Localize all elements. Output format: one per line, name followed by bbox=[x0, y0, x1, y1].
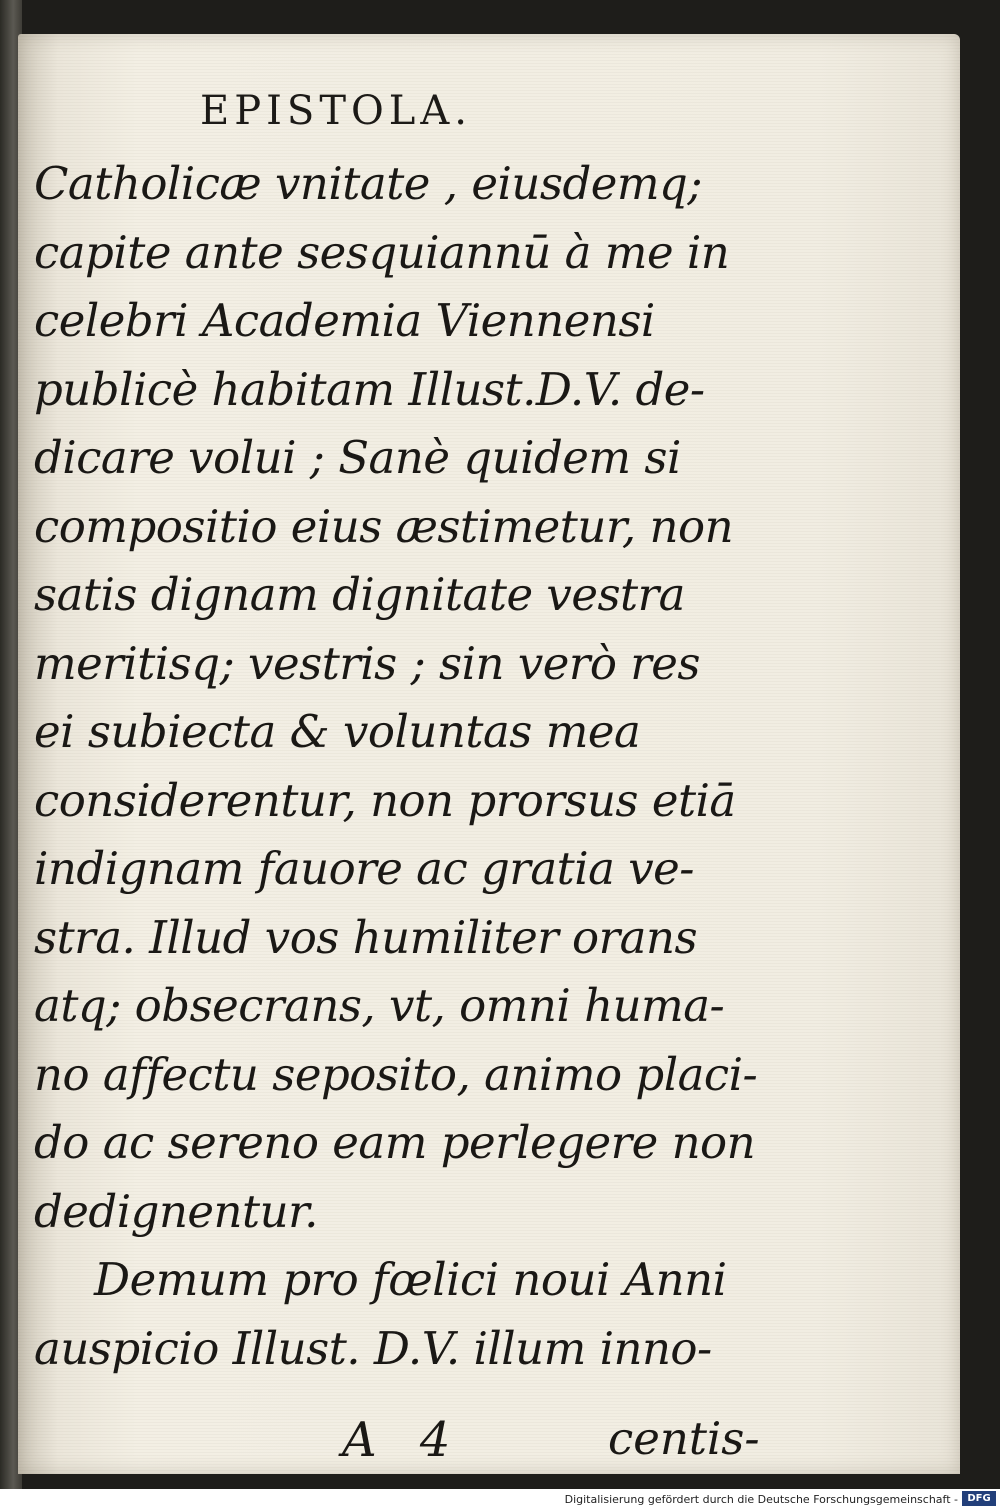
text-line: indignam fauore ac gratia ve- bbox=[34, 842, 695, 895]
text-line: ei subiecta & voluntas mea bbox=[34, 705, 641, 758]
text-line: meritisq; vestris ; sin verò res bbox=[34, 636, 701, 690]
signature-mark: A 4 bbox=[342, 1412, 465, 1468]
text-line: dicare volui ; Sanè quidem si bbox=[34, 431, 681, 484]
funding-credit: Digitalisierung gefördert durch die Deutsche Forschungsgemeinschaft - bbox=[564, 1493, 958, 1506]
text-line: publicè habitam Illust.D.V. de- bbox=[34, 362, 705, 416]
text-line: do ac sereno eam perlegere non bbox=[34, 1116, 756, 1169]
text-line: considerentur, non prorsus etiā bbox=[34, 773, 736, 827]
page-body-text bbox=[34, 150, 774, 1383]
text-line: Demum pro fœlici noui Anni bbox=[94, 1253, 727, 1306]
text-line: no affectu seposito, animo placi- bbox=[34, 1047, 758, 1101]
text-line: atq; obsecrans, vt, omni huma- bbox=[34, 979, 725, 1032]
text-line: Catholicæ vnitate , eiusdemq; bbox=[34, 157, 703, 210]
text-line: celebri Academia Viennensi bbox=[34, 294, 655, 347]
text-line: satis dignam dignitate vestra bbox=[34, 568, 685, 621]
text-line: capite ante sesquiannū à me in bbox=[34, 225, 730, 279]
catchword: centis- bbox=[608, 1412, 760, 1465]
text-line: stra. Illud vos humiliter orans bbox=[34, 910, 698, 964]
text-line: dedignentur. bbox=[34, 1184, 318, 1238]
text-line: compositio eius æstimetur, non bbox=[34, 499, 734, 553]
running-head: EPISTOLA. bbox=[200, 88, 472, 134]
dfg-logo: DFG bbox=[962, 1491, 996, 1506]
text-line: auspicio Illust. D.V. illum inno- bbox=[34, 1321, 712, 1375]
